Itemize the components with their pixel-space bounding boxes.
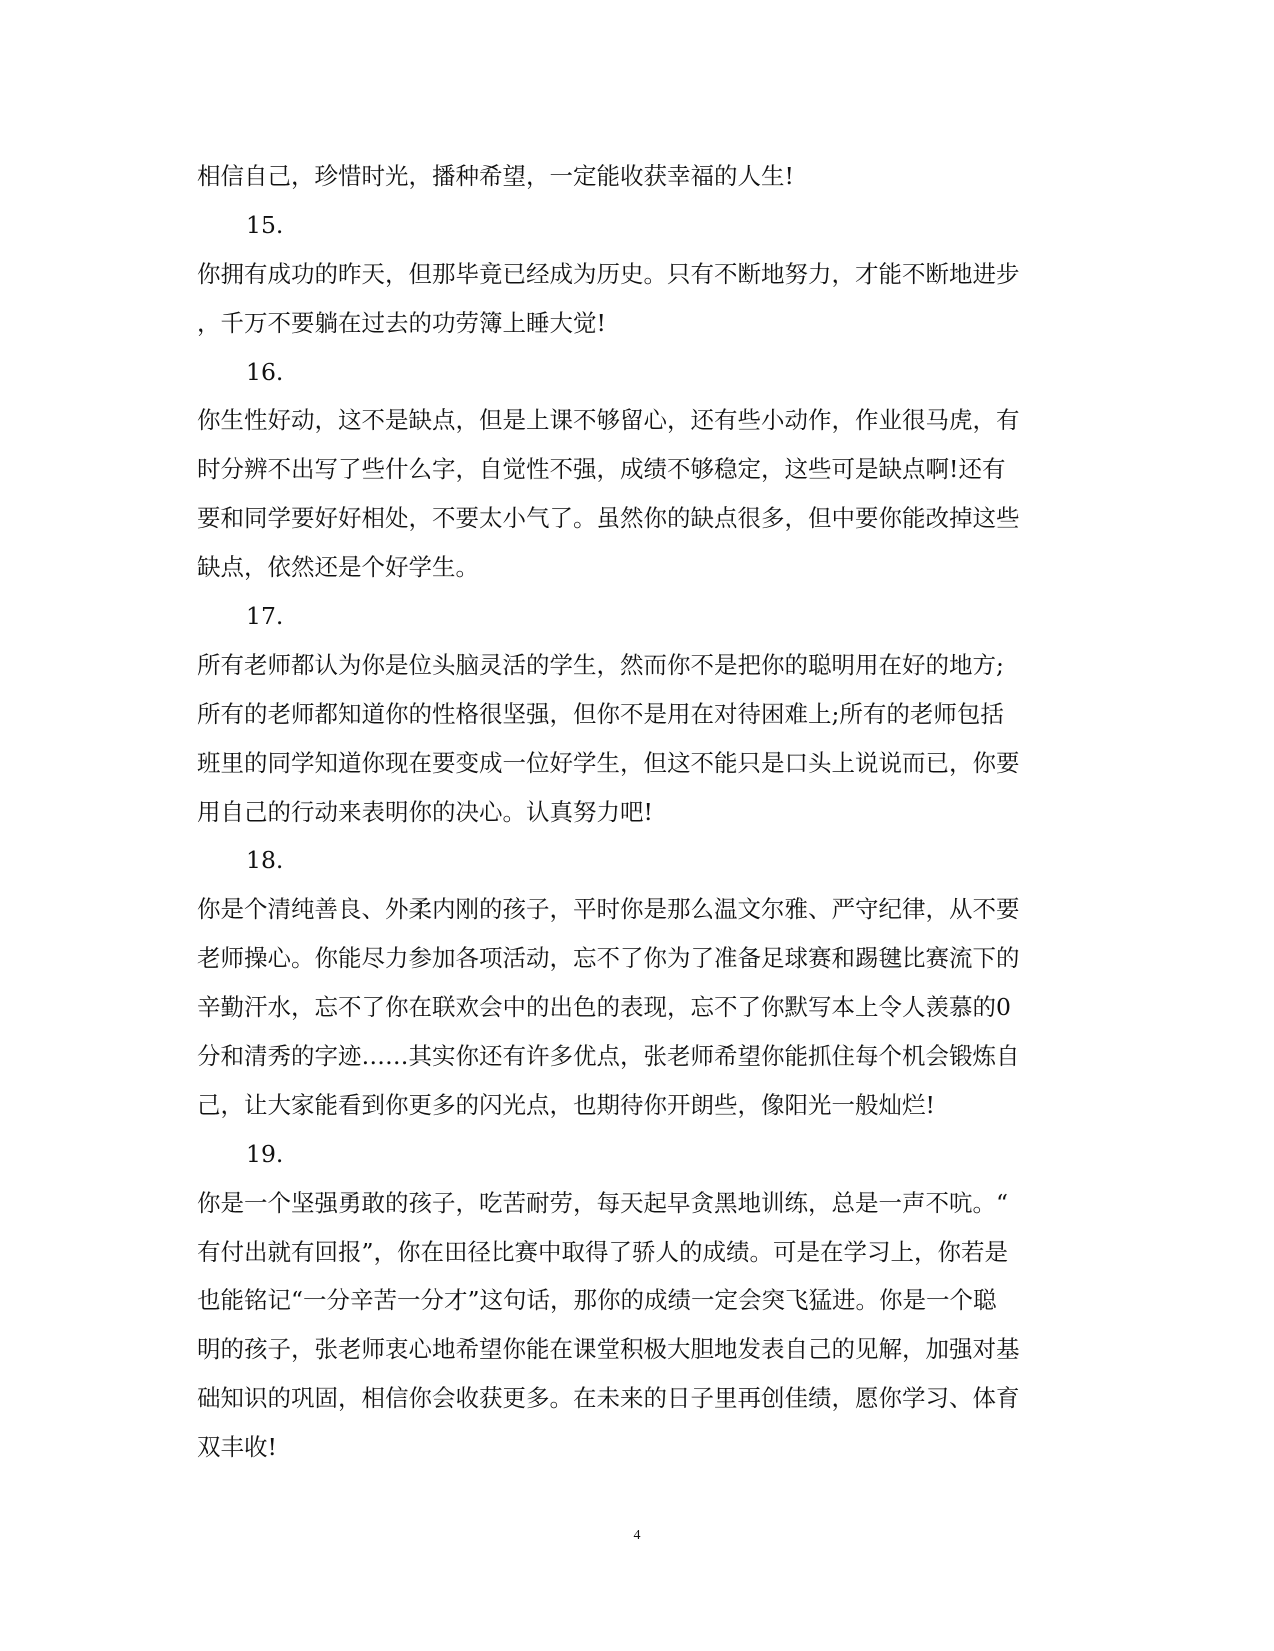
document-body — [197, 152, 1077, 1472]
text-line: 有付出就有回报”，你在田径比赛中取得了骄人的成绩。可是在学习上，你若是 — [197, 1237, 1009, 1266]
text-line: 班里的同学知道你现在要变成一位好学生，但这不能只是口头上说说而已，你要 — [197, 748, 1020, 777]
item-number: 16. — [246, 357, 284, 386]
text-line: 时分辨不出写了些什么字，自觉性不强，成绩不够稳定，这些可是缺点啊!还有 — [197, 455, 1006, 484]
text-line: 你生性好动，这不是缺点，但是上课不够留心，还有些小动作，作业很马虎，有 — [197, 406, 1020, 435]
text-line: 你拥有成功的昨天，但那毕竟已经成为历史。只有不断地努力，才能不断地进步 — [197, 259, 1020, 288]
text-line: 明的孩子，张老师衷心地希望你能在课堂积极大胆地发表自己的见解，加强对基 — [197, 1335, 1020, 1364]
text-line: 辛勤汗水，忘不了你在联欢会中的出色的表现，忘不了你默写本上令人羡慕的0 — [197, 993, 1011, 1022]
item-number: 15. — [246, 210, 284, 239]
text-line: 础知识的巩固，相信你会收获更多。在未来的日子里再创佳绩，愿你学习、体育 — [197, 1384, 1020, 1413]
page-number: 4 — [633, 1528, 641, 1543]
text-line: 你是一个坚强勇敢的孩子，吃苦耐劳，每天起早贪黑地训练，总是一声不吭。“ — [197, 1188, 1009, 1217]
item-number: 17. — [246, 602, 284, 631]
text-line: ，千万不要躺在过去的功劳簿上睡大觉! — [197, 308, 606, 337]
text-line: 己，让大家能看到你更多的闪光点，也期待你开朗些，像阳光一般灿烂! — [197, 1090, 935, 1119]
text-line: 分和清秀的字迹……其实你还有许多优点，张老师希望你能抓住每个机会锻炼自 — [197, 1042, 1020, 1071]
text-line: 缺点，依然还是个好学生。 — [197, 553, 479, 582]
text-line: 所有的老师都知道你的性格很坚强，但你不是用在对待困难上;所有的老师包括 — [197, 699, 1004, 728]
text-line: 也能铭记“一分辛苦一分才”这句话，那你的成绩一定会突飞猛进。你是一个聪 — [197, 1286, 997, 1315]
item-number: 18. — [246, 846, 284, 875]
text-line: 相信自己，珍惜时光，播种希望，一定能收获幸福的人生! — [197, 162, 794, 190]
text-line: 所有老师都认为你是位头脑灵活的学生，然而你不是把你的聪明用在好的地方; — [197, 650, 1004, 679]
text-line: 用自己的行动来表明你的决心。认真努力吧! — [197, 797, 653, 826]
text-line: 你是个清纯善良、外柔内刚的孩子，平时你是那么温文尔雅、严守纪律，从不要 — [197, 895, 1020, 924]
text-line: 要和同学要好好相处，不要太小气了。虽然你的缺点很多，但中要你能改掉这些 — [197, 504, 1020, 533]
text-line: 双丰收! — [197, 1433, 277, 1462]
text-line: 老师操心。你能尽力参加各项活动，忘不了你为了准备足球赛和踢毽比赛流下的 — [197, 944, 1020, 973]
item-number: 19. — [246, 1139, 284, 1168]
